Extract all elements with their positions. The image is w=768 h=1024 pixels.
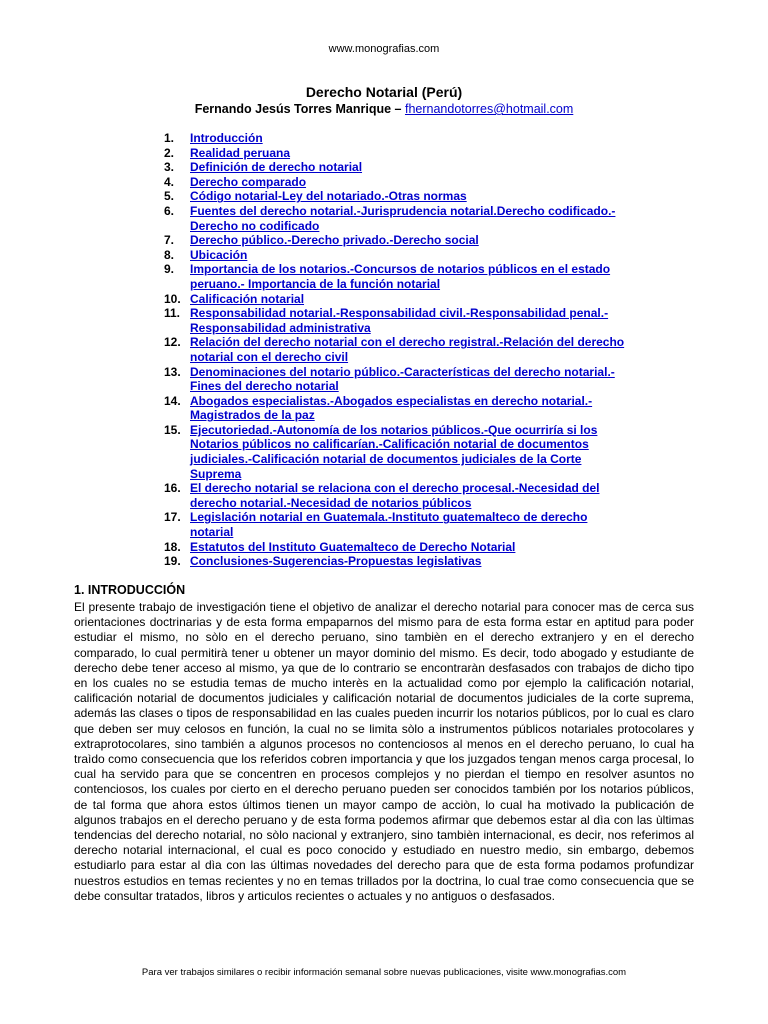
- site-header: www.monografias.com: [328, 43, 440, 55]
- author-separator: –: [391, 102, 405, 116]
- table-of-contents: [164, 131, 634, 569]
- toc-item-number: 7.: [164, 233, 175, 248]
- toc-item-number: 19.: [164, 554, 181, 569]
- toc-item: [164, 131, 634, 146]
- toc-item: [164, 306, 634, 335]
- toc-item: [164, 233, 634, 248]
- toc-item-number: 11.: [164, 306, 181, 321]
- toc-item-link[interactable]: Estatutos del Instituto Guatemalteco de Derecho Notarial: [190, 539, 516, 554]
- toc-item-link[interactable]: Ejecutoriedad.-Autonomía de los notarios públicos.-Que ocurriría si los Notarios públicos no calificarían.-Calificación notarial de documentos judiciales.-Calificación notarial de documentos judiciales de la Corte Suprema: [190, 422, 598, 481]
- toc-item-link[interactable]: Importancia de los notarios.-Concursos de notarios públicos en el estado peruano.- Importancia de la función notarial: [190, 262, 611, 291]
- toc-item: [164, 248, 634, 263]
- toc-item: [164, 365, 634, 394]
- toc-item-link[interactable]: Introducción: [190, 131, 263, 145]
- toc-item: [164, 510, 634, 539]
- toc-item-link[interactable]: Denominaciones del notario público.-Características del derecho notarial.-Fines del derecho notarial: [190, 364, 615, 394]
- toc-item: [164, 540, 634, 555]
- toc-item: [164, 204, 634, 233]
- toc-item: [164, 394, 634, 423]
- document-title: Derecho Notarial (Perú): [305, 84, 463, 100]
- toc-item-number: 4.: [164, 174, 175, 189]
- toc-item: [164, 481, 634, 510]
- toc-item-link[interactable]: Abogados especialistas.-Abogados especialistas en derecho notarial.-Magistrados de la paz: [190, 393, 593, 423]
- toc-item-number: 10.: [164, 291, 181, 306]
- toc-item-link[interactable]: Calificación notarial: [190, 291, 305, 306]
- toc-item: [164, 292, 634, 307]
- toc-item-number: 6.: [164, 203, 175, 218]
- toc-item-link[interactable]: Definición de derecho notarial: [190, 160, 363, 175]
- toc-item-number: 16.: [164, 481, 181, 496]
- author-name: Fernando Jesús Torres Manrique: [194, 102, 392, 116]
- toc-item: [164, 189, 634, 204]
- toc-item-number: 17.: [164, 510, 181, 525]
- toc-item-number: 3.: [164, 160, 175, 175]
- toc-item: [164, 554, 634, 569]
- toc-item: [164, 335, 634, 364]
- toc-item-link[interactable]: Ubicación: [190, 247, 248, 262]
- toc-item-link[interactable]: Derecho comparado: [190, 174, 307, 189]
- toc-item-number: 1.: [164, 131, 175, 145]
- toc-item: [164, 160, 634, 175]
- author-email-link[interactable]: fhernandotorres@hotmail.com: [404, 102, 574, 116]
- toc-item-number: 5.: [164, 189, 175, 204]
- toc-item-number: 13.: [164, 364, 181, 379]
- toc-item: [164, 423, 634, 481]
- toc-item-link[interactable]: Fuentes del derecho notarial.-Jurisprudencia notarial.Derecho codificado.-Derecho no codificado: [190, 203, 616, 233]
- toc-item-link[interactable]: Derecho público.-Derecho privado.-Derecho social: [190, 233, 479, 248]
- toc-item-link[interactable]: Conclusiones-Sugerencias-Propuestas legislativas: [190, 554, 482, 569]
- toc-item-number: 8.: [164, 247, 175, 262]
- toc-item-link[interactable]: Código notarial-Ley del notariado.-Otras normas: [190, 189, 467, 204]
- toc-item: [164, 262, 634, 291]
- toc-item-link[interactable]: Legislación notarial en Guatemala.-Instituto guatemalteco de derecho notarial: [190, 510, 588, 540]
- toc-item-number: 9.: [164, 262, 175, 277]
- toc-item: [164, 146, 634, 161]
- section-heading: 1. INTRODUCCIÓN: [74, 583, 186, 597]
- toc-item-link[interactable]: Responsabilidad notarial.-Responsabilidad civil.-Responsabilidad penal.- Responsabilidad administrativa: [190, 306, 609, 335]
- section-body-text: El presente trabajo de investigación tiene el objetivo de analizar el derecho notarial para conocer mas de cerca sus orientaciones doctrinarias y de esta forma empaparnos del mismo para de esta forma estar en aptitud para poder estudiar el mismo, no sòlo en el derecho peruano, sino tambièn en el derecho extranjero y en el derecho comparado, lo cual permitirà tener u obtener un mayor dominio del mismo. Es decir, todo abogado y estudiante de derecho debe tener acceso al mismo, ya que de lo contrario se encontraràn desfasados con trabajos de dicho tipo en los cuales no se estudia temas de mucho interès en la actualidad como por ejemplo la calificación notarial, calificación notarial de documentos judiciales y calificación notarial de documentos judiciales de la corte suprema, además las clases o tipos de responsabilidad en las cuales pueden incurrir los notarios públicos, por lo cual es claro que deben ser muy celosos en función, la cual no se limita sòlo a instrumentos públicos notariales protocolares y extraprotocolares, sino también a algunos procesos no contenciosos al menos en el derecho peruano, lo cual ha traìdo como consecuencia que los referidos cobren importancia y que los juzgados tengan menos carga procesal, lo cual ha servido para que se concentren en procesos complejos y no pierdan el tiempo en resolver asuntos no contenciosos, los cuales por cierto en el derecho peruano pueden ser conocidos también por los notarios públicos, de tal forma que ahora estos últimos tienen un mayor campo de acciòn, lo cual ha motivado la publicación de algunos trabajos en el derecho peruano y de esta forma podemos afirmar que debemos estar al dìa con las ùltimas tendencias del derecho notarial, no sòlo nacional y extranjero, sino tambièn internacional, es decir, nos referimos al derecho notarial internacional, el cual es poco conocido y estudiado en nuestro medio, sin embargo, debemos estudiarlo para estar al dìa con las últimas novedades del derecho para que de esta forma podamos profundizar nuestros estudios en temas recientes y no en temas trillados por la doctrina, lo cual trae como consecuencia que se debe consultar tratados, libros y articulos recientes o actuales y no antiguos o desfasados.: [74, 600, 694, 903]
- toc-item-number: 15.: [164, 422, 181, 437]
- toc-item-number: 2.: [164, 145, 175, 160]
- page-footer: Para ver trabajos similares o recibir información semanal sobre nuevas publicaciones, visite www.monografias.com: [141, 967, 627, 978]
- toc-item-link[interactable]: Realidad peruana: [190, 145, 291, 160]
- toc-item-link[interactable]: Relación del derecho notarial con el derecho registral.-Relación del derecho notarial con el derecho civil: [190, 335, 625, 364]
- author-line: [0, 102, 768, 116]
- toc-item-link[interactable]: El derecho notarial se relaciona con el derecho procesal.-Necesidad del derecho notarial.-Necesidad de notarios públicos: [190, 481, 600, 510]
- toc-item-number: 18.: [164, 539, 181, 554]
- toc-item: [164, 175, 634, 190]
- toc-item-number: 14.: [164, 393, 181, 408]
- toc-item-number: 12.: [164, 335, 181, 350]
